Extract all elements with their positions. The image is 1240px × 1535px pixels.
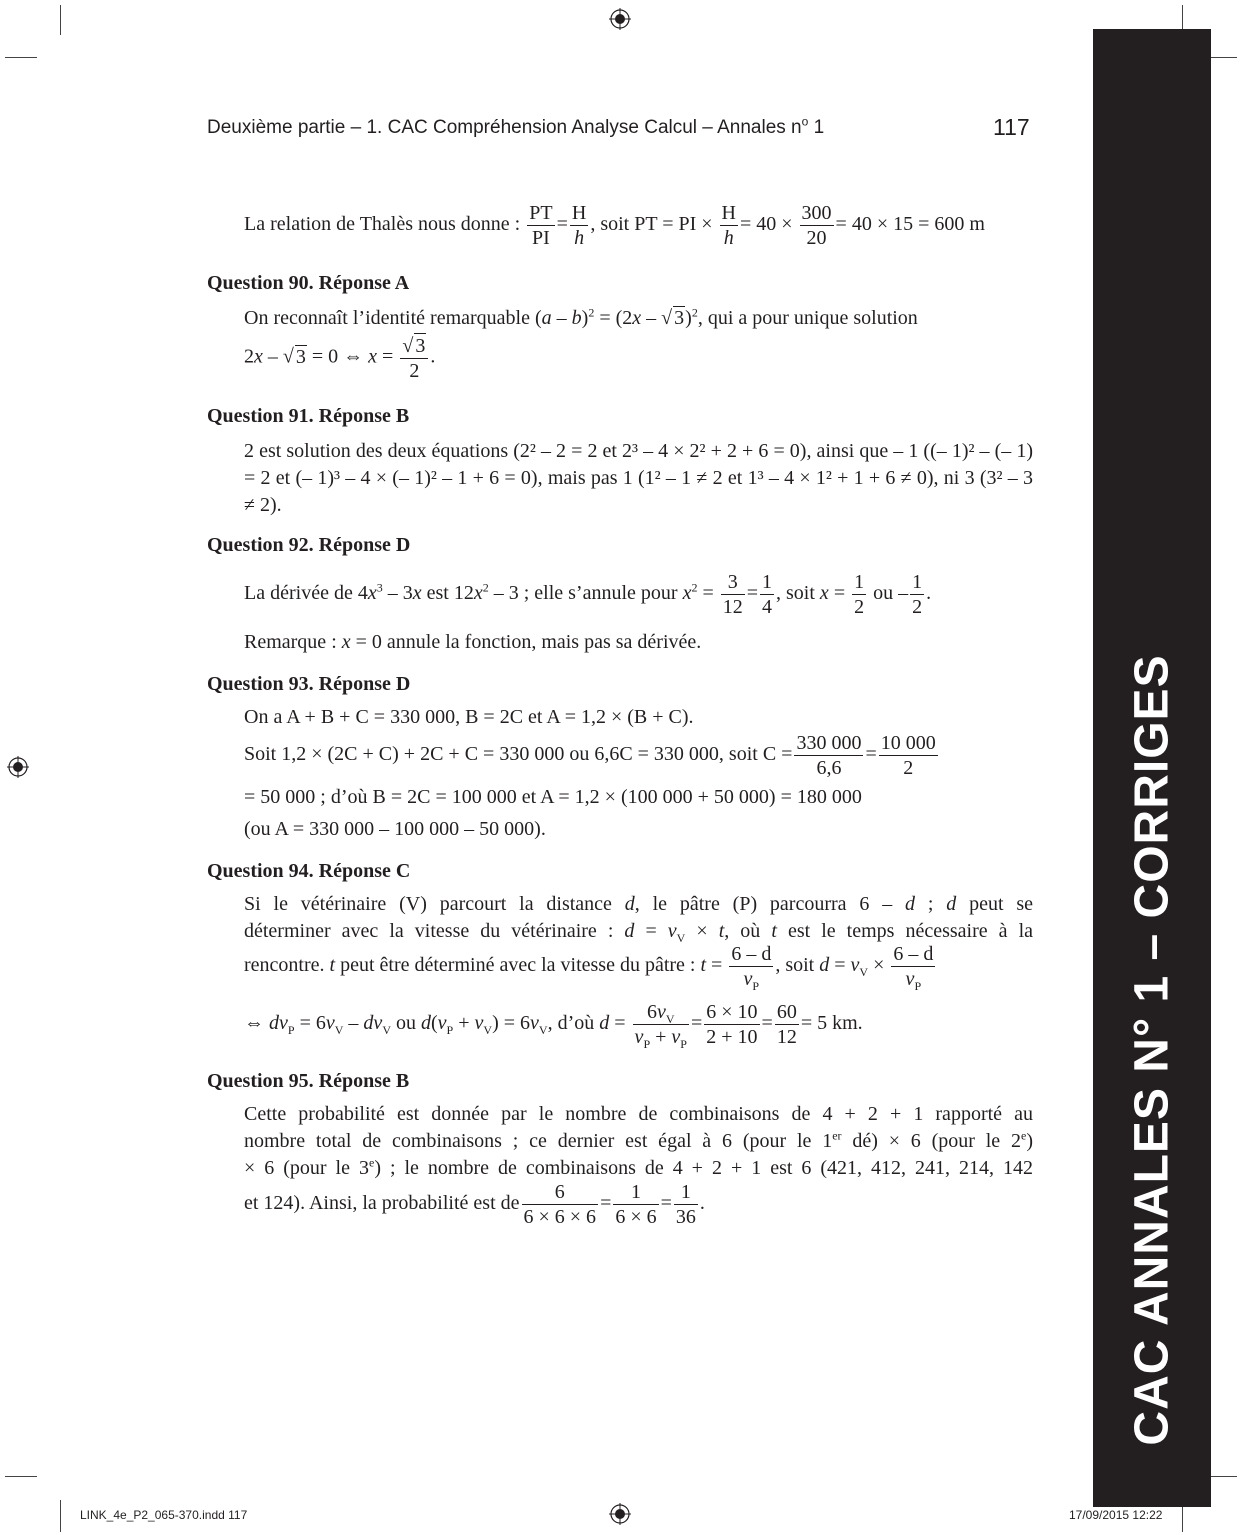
fraction: $\frac{60}{12}$ [776,1001,797,1048]
running-header [207,114,825,139]
q94-line-4: ⇔ $dv_P = 6v_V - dv_V$ ou $d(v_P + v_V) = 6v_V$, d’où d = $\frac{6v_V}{v_P + v_P}$ = $\frac{6 \times 10}{2 + 10}$ = $\frac{60}{12}$ = 5 km. [244,1001,863,1051]
q90-line-2: 2x – √ 3 = 0 ⇔ x = $\frac{√ 3}{2}$ . [244,335,436,382]
registration-mark-icon [1209,756,1231,778]
q93-line-2: Soit 1,2 × (2C + C) + 2C + C = 330 000 ou 6,6C = 330 000, soit C = $\frac{330 000}{6,6}$ = $\frac{10 000}{2}$ [244,732,936,779]
fraction: $\frac{6 \times 10}{2 + 10}$ [706,1001,758,1048]
question-94-title: Question 94. Réponse C [207,860,411,882]
fraction: $\frac{6}{6 \times 6 \times 6}$ [523,1181,597,1228]
q90-line-1: On reconnaît l’identité remarquable (a – b)$^2$ = (2x – √ 3)$^2$, qui a pour unique solution [244,305,918,329]
fraction: $\frac{10 000}{2}$ [880,732,936,779]
fraction: $\frac{√ 3}{2}$ [400,333,428,383]
fraction: $\frac{1}{6 \times 6}$ [615,1181,657,1228]
fraction: $\frac{1}{4}$ [762,571,773,618]
fraction: $\frac{H}{h}$ [721,202,736,249]
side-tab-label: CAC ANNALES N° 1 – CORRIGES [1125,654,1179,1446]
thales-line: La relation de Thalès nous donne : $\frac{PT}{PI}$ = $\frac{H}{h}$ , soit PT = PI × $\frac{H}{h}$ = 40 × $\frac{300}{20}$ = 40 × 15 = 600 m [244,202,985,249]
q93-line-3: = 50 000 ; d’où B = 2C = 100 000 et A = 1,2 × (100 000 + 50 000) = 180 000 [244,786,862,808]
question-95-title: Question 95. Réponse B [207,1070,410,1092]
footer-datetime: 17/09/2015 12:22 [1069,1508,1163,1522]
q93-line-4: (ou A = 330 000 – 100 000 – 50 000). [244,818,546,840]
q95-line-2: nombre total de combinaisons ; ce dernier est égal à 6 (pour le 1er dé) × 6 (pour le 2e) [244,1128,1033,1152]
question-93-title: Question 93. Réponse D [207,673,411,695]
crop-mark [60,1500,61,1532]
q94-line-2: déterminer avec la vitesse du vétérinaire : $d = v_V \times t$, où t est le temps nécessaire à la [244,920,1034,945]
fraction: $\frac{3}{12}$ [722,571,743,618]
question-92-title: Question 92. Réponse D [207,534,411,556]
fraction: $\frac{1}{2}$ [854,571,865,618]
q92-line-1: La dérivée de $4x^3 - 3x$ est $12x^2 - 3$ ; elle s’annule pour $x^2$ = $\frac{3}{12}$ = $\frac{1}{4}$ , soit x = $\frac{1}{2}$ ou – $\frac{1}{2}$ . [244,571,932,618]
q95-line-1: Cette probabilité est donnée par le nombre de combinaisons de 4 + 2 + 1 rapporté au [244,1103,1033,1125]
fraction: $\frac{300}{20}$ [801,202,832,249]
running-title-end: 1 [808,117,825,138]
fraction: $\frac{H}{h}$ [571,202,587,249]
q94-line-3: rencontre. t peut être déterminé avec la vitesse du pâtre : t = $\frac{6 - d}{v_P}$ , soit $d = v_V$ × $\frac{6 - d}{v_P}$ [244,943,934,993]
q95-line-4: et 124). Ainsi, la probabilité est de $\frac{6}{6 \times 6 \times 6}$ = $\frac{1}{6 \times 6}$ = $\frac{1}{36}$ . [244,1181,705,1228]
fraction: $\frac{6 - d}{v_P}$ [731,943,772,993]
q95-line-3: × 6 (pour le 3e) ; le nombre de combinaisons de 4 + 2 + 1 est 6 (421, 412, 241, 214, 142 [244,1155,1033,1179]
q92-remark: Remarque : x = 0 annule la fonction, mais pas sa dérivée. [244,631,702,653]
registration-mark-icon [609,1503,631,1525]
fraction: $\frac{6v_V}{v_P + v_P}$ [634,1001,687,1051]
running-title-sup: o [801,114,809,129]
fraction: $\frac{1}{2}$ [912,571,923,618]
fraction: $\frac{330 000}{6,6}$ [796,732,862,779]
question-90-title: Question 90. Réponse A [207,272,410,294]
fraction: $\frac{PT}{PI}$ [529,202,553,249]
registration-mark-icon [7,756,29,778]
question-91-title: Question 91. Réponse B [207,405,410,427]
q94-line-1: Si le vétérinaire (V) parcourt la distance d, le pâtre (P) parcourra 6 – d ; d peut se [244,893,1033,915]
fraction: $\frac{1}{36}$ [675,1181,696,1228]
q91-paragraph: 2 est solution des deux équations (2² – 2 = 2 et 2³ – 4 × 2² + 2 + 6 = 0), ainsi que – 1 ((– 1)² – (– 1) = 2 et (– 1)³ – 4 × (– 1)² – 1 + 6 = 0), mais pas 1 (1² – 1 ≠ 2 et 1³ – 4 × 1² + 1 + 6 ≠ 0), ni 3 (3² – 3 ≠ 2). [244,440,1033,516]
thales-intro: La relation de Thalès nous donne : [244,213,521,236]
registration-mark-icon [609,8,631,30]
page-number: 117 [993,114,1030,140]
crop-mark [5,57,37,58]
q93-line-1: On a A + B + C = 330 000, B = 2C et A = 1,2 × (B + C). [244,706,694,728]
crop-mark [5,1476,37,1477]
fraction: $\frac{6 - d}{v_P}$ [893,943,934,993]
crop-mark [60,5,61,35]
footer-file: LINK_4e_P2_065-370.indd 117 [80,1508,248,1522]
running-title: Deuxième partie – 1. CAC Compréhension Analyse Calcul – Annales n [207,117,802,138]
